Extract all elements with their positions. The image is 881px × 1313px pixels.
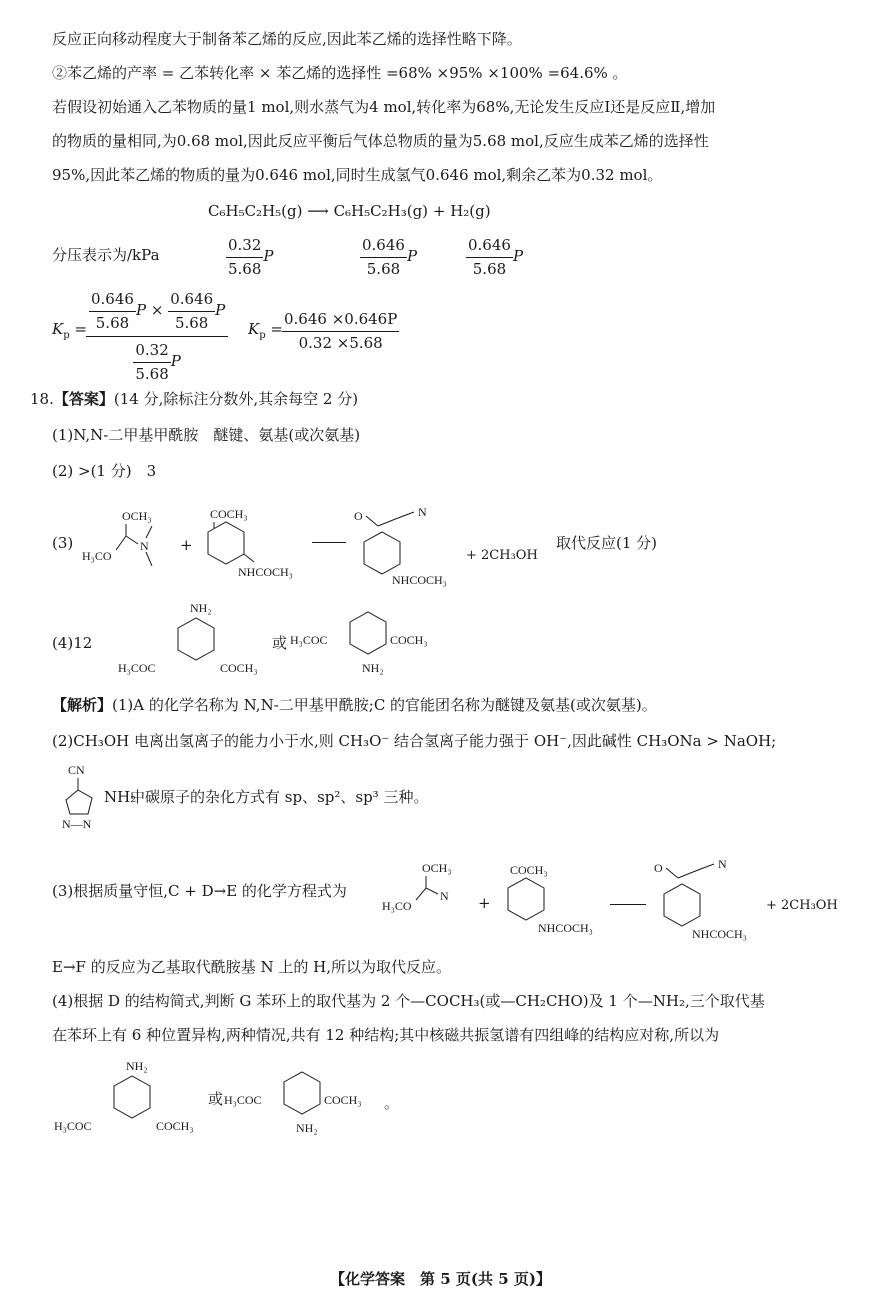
a-mol-h3co: H₃CO: [382, 899, 412, 913]
a-iso1-coch3: COCH₃: [156, 1119, 194, 1133]
a-iso2-nh2: NH₂: [296, 1121, 318, 1135]
frac1-den: 5.68: [228, 259, 262, 278]
partial-frac-1: [226, 234, 274, 280]
a-mol-nhcoch3-2: NHCOCH₃: [692, 927, 747, 941]
frac1-var: P: [263, 247, 274, 265]
a-iso2-h3coc: H₃COC: [224, 1093, 262, 1107]
kp-n2d: 5.68: [174, 313, 209, 332]
mol-h3co: H₃CO: [82, 549, 112, 563]
reaction-arrow-3: [312, 542, 346, 543]
analysis-4b: 在苯环上有 6 种位置异构,两种情况,共有 12 种结构;其中核磁共振氢谱有四组峰的结构应对称,所以为: [52, 1026, 720, 1044]
frac3-num: 0.646: [466, 234, 513, 258]
q18-header: [30, 388, 358, 411]
kp-big-numerator: [86, 288, 228, 337]
analysis-2-nh2: NH₂: [104, 788, 137, 806]
kp-n1d: 5.68: [95, 313, 130, 332]
a-mol-och3: OCH₃: [422, 861, 452, 875]
analysis-enaminone: [650, 852, 780, 942]
kp-d1d: 5.68: [135, 364, 169, 383]
g-isomer-2-structure: [288, 604, 458, 678]
para-line-3: 若假设初始通入乙苯物质的量1 mol,则水蒸气为4 mol,转化率为68%,无论发生反应Ⅰ还是反应Ⅱ,增加: [52, 98, 716, 116]
para-line-2: ②苯乙烯的产率 = 乙苯转化率 × 苯乙烯的选择性 =68% ×95% ×100% =64.6% 。: [52, 64, 628, 82]
kp-d1v: P: [170, 352, 181, 370]
frac3-den: 5.68: [472, 259, 507, 278]
kp-n2v: P: [215, 301, 226, 319]
eq-arrow: ⟶: [307, 202, 329, 220]
para-line-5: 95%,因此苯乙烯的物质的量为0.646 mol,同时生成氢气0.646 mol,剩余乙苯为0.32 mol。: [52, 166, 663, 184]
mol-h3coc-2: H₃COC: [290, 633, 328, 647]
analysis-2b: 中碳原子的杂化方式有 sp、sp²、sp³ 三种。: [130, 788, 429, 806]
para-line-1: 反应正向移动程度大于制备苯乙烯的反应,因此苯乙烯的选择性略下降。: [52, 30, 522, 48]
q18-answer-3-label: (3): [52, 534, 74, 552]
a-mol-n: N: [440, 889, 449, 903]
analysis-1: [52, 694, 657, 717]
kp-symbol-2: [248, 318, 283, 343]
a-mol-o: O: [654, 861, 663, 875]
kp-sub: p: [63, 330, 70, 341]
mol-nh2-2: NH₂: [362, 661, 384, 675]
reaction-equation: [208, 200, 491, 223]
a-mol-coch3: COCH₃: [510, 863, 548, 877]
kp2-k: K: [248, 320, 260, 338]
mol-coch3-2: COCH₃: [220, 661, 258, 675]
analysis-acetyl-acetanilide: [494, 862, 624, 938]
mol-coch3-3: COCH₃: [390, 633, 428, 647]
page-footer: 【化学答案 第 5 页(共 5 页)】: [330, 1270, 551, 1288]
dmf-acetal-structure: [80, 508, 170, 578]
analysis-isomer-2: [222, 1064, 392, 1138]
kp2-eq: =: [270, 320, 283, 338]
q18-byproduct: + 2CH₃OH: [466, 548, 538, 563]
analysis-p1: (1)A 的化学名称为 N,N-二甲基甲酰胺;C 的官能团名称为醚键及氨基(或次氨基)。: [112, 696, 657, 714]
frac3-var: P: [512, 247, 524, 265]
a-iso1-h3coc: H₃COC: [54, 1119, 92, 1133]
q18-answer-tag: 【答案】: [53, 390, 114, 408]
mol-nh2: NH₂: [190, 601, 212, 615]
analysis-2: (2)CH₃OH 电离出氢离子的能力小于水,则 CH₃O⁻ 结合氢离子能力强于 OH⁻,因此碱性 CH₃ONa > NaOH;: [52, 732, 777, 750]
para-line-4: 的物质的量相同,为0.68 mol,因此反应平衡后气体总物质的量为5.68 mol,反应生成苯乙烯的选择性: [52, 132, 709, 150]
partial-frac-3: [466, 234, 523, 280]
eq-product-1: C₆H₅C₂H₃(g): [333, 202, 429, 220]
kp-symbol-1: [52, 318, 87, 343]
q18-answer-1: (1)N,N-二甲基甲酰胺 醚键、氨基(或次氨基): [52, 426, 361, 444]
kp-simple-den: 0.32 ×5.68: [298, 333, 383, 352]
partial-frac-2: [360, 234, 417, 280]
kp-simple-num: 0.646 ×0.646P: [282, 308, 399, 332]
analysis-dmf-acetal: [380, 860, 470, 924]
frac2-den: 5.68: [366, 259, 401, 278]
q18-answer-4-label: (4)12: [52, 634, 93, 652]
a-mol-nhcoch3: NHCOCH₃: [538, 921, 593, 935]
partial-pressure-label: 分压表示为/kPa: [52, 246, 160, 264]
eq-reactant: C₆H₅C₂H₅(g): [208, 202, 303, 220]
analysis-or: 或: [208, 1090, 224, 1108]
frac1-num: 0.32: [226, 234, 263, 258]
q18-answer-3-note: 取代反应(1 分): [556, 534, 658, 552]
kp2-sub: p: [259, 330, 266, 341]
frac2-var: P: [406, 247, 418, 265]
analysis-byproduct: + 2CH₃OH: [766, 898, 838, 913]
a-mol-n2: N: [718, 857, 727, 871]
a-iso2-coch3: COCH₃: [324, 1093, 362, 1107]
mol-nhcoch3: NHCOCH₃: [238, 565, 293, 579]
analysis-3: (3)根据质量守恒,C + D→E 的化学方程式为: [52, 882, 347, 900]
analysis-arrow: [610, 904, 646, 905]
mol-cn: CN: [68, 763, 85, 777]
frac2-num: 0.646: [360, 234, 407, 258]
kp-n2: 0.646: [168, 288, 215, 312]
analysis-plus: +: [478, 894, 491, 912]
kp-times: ×: [150, 301, 164, 319]
g-isomer-1-structure: [116, 600, 276, 680]
kp-n1: 0.646: [89, 288, 136, 312]
kp-simple-fraction: [282, 308, 399, 354]
q18-or: 或: [272, 634, 288, 652]
eq-plus: +: [432, 202, 446, 220]
analysis-tag: 【解析】: [52, 696, 113, 714]
a-iso1-nh2: NH₂: [126, 1059, 148, 1073]
mol-o: O: [354, 509, 363, 523]
kp-big-denominator: [86, 337, 228, 385]
kp-n1v: P: [135, 301, 147, 319]
mol-n2: N: [418, 505, 427, 519]
q18-plus-1: +: [180, 536, 193, 554]
kp-k: K: [52, 320, 64, 338]
q18-number: 18.: [30, 390, 54, 408]
kp-big-fraction: [86, 288, 228, 385]
kp-eq: =: [74, 320, 87, 338]
analysis-3b: E→F 的反应为乙基取代酰胺基 N 上的 H,所以为取代反应。: [52, 958, 451, 976]
mol-coch3: COCH₃: [210, 507, 248, 521]
enaminone-structure: [350, 500, 490, 590]
analysis-4a: (4)根据 D 的结构简式,判断 G 苯环上的取代基为 2 个—COCH₃(或—CH₂CHO)及 1 个—NH₂,三个取代基: [52, 992, 765, 1010]
q18-score-note: (14 分,除标注分数外,其余每空 2 分): [113, 390, 359, 408]
kp-d1: 0.32: [133, 339, 170, 363]
mol-nhcoch3-2: NHCOCH₃: [392, 573, 447, 587]
analysis-period: 。: [384, 1094, 400, 1112]
mol-h3coc: H₃COC: [118, 661, 156, 675]
analysis-isomer-1: [52, 1058, 212, 1138]
aminopyrazole-nitrile-structure: [52, 762, 112, 832]
mol-nn: N—N: [62, 817, 92, 831]
mol-n: N: [140, 539, 149, 553]
mol-och3: OCH₃: [122, 509, 152, 523]
q18-answer-2: (2) >(1 分) 3: [52, 462, 157, 480]
eq-product-2: H₂(g): [450, 202, 491, 220]
acetyl-acetanilide-structure: [194, 506, 324, 586]
